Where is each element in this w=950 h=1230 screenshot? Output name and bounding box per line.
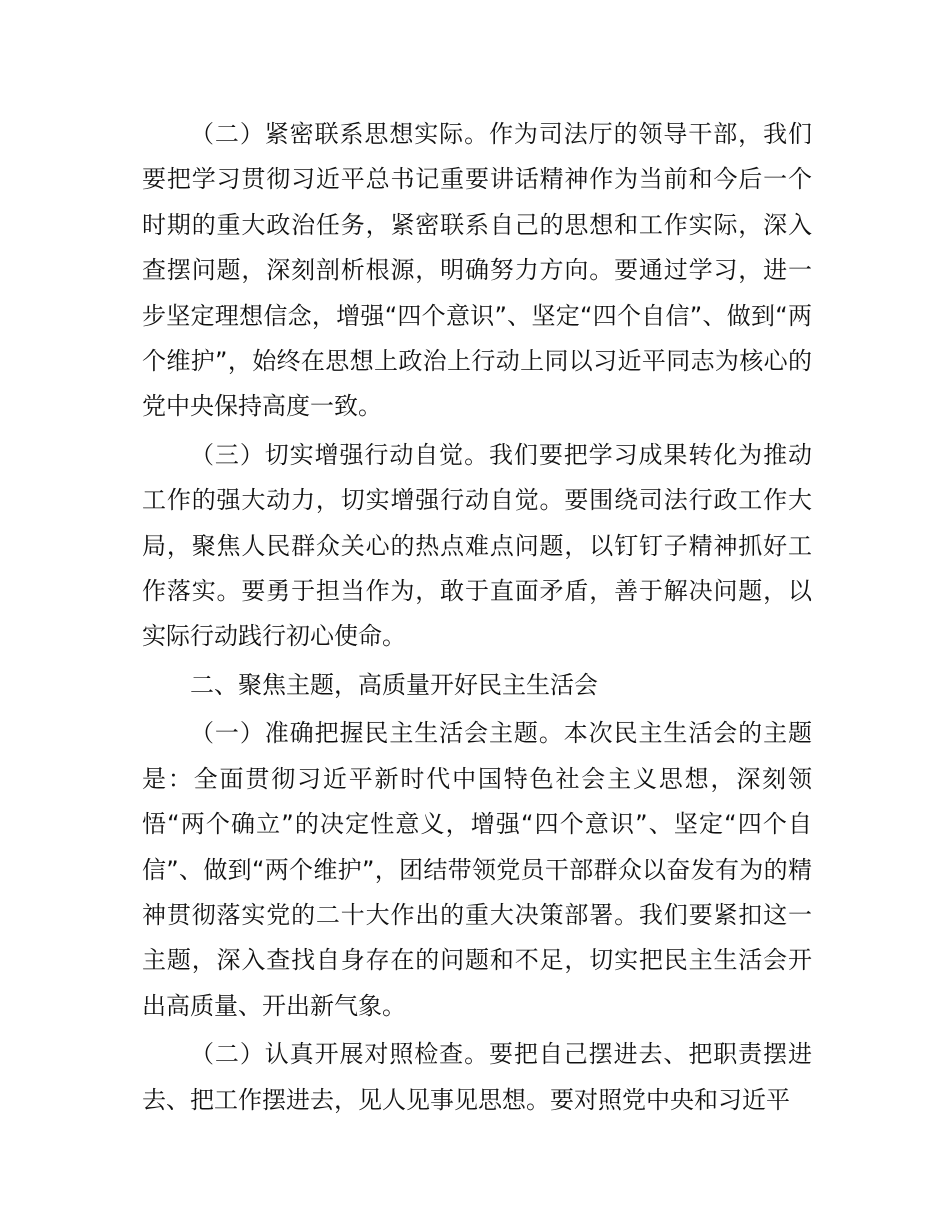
paragraph-1: （二）紧密联系思想实际。作为司法厅的领导干部，我们要把学习贯彻习近平总书记重要讲话精神作为当前和今后一个时期的重大政治任务，紧密联系自己的思想和工作实际，深入查摆问题，深刻剖析根源，明确努力方向。要通过学习，进一步坚定理想信念，增强“四个意识”、坚定“四个自信”、做到“两个维护”，始终在思想上政治上行动上同以习近平同志为核心的党中央保持高度一致。 — [142, 120, 812, 421]
paragraph-4: （二）认真开展对照检查。要把自己摆进去、把职责摆进去、把工作摆进去，见人见事见思想。要对照党中央和习近平 — [142, 1040, 812, 1114]
section-heading: 二、聚焦主题，高质量开好民主生活会 — [190, 670, 598, 699]
paragraph-3: （一）准确把握民主生活会主题。本次民主生活会的主题是：全面贯彻习近平新时代中国特色社会主义思想，深刻领悟“两个确立”的决定性意义，增强“四个意识”、坚定“四个自信”、做到“两个维护”，团结带领党员干部群众以奋发有为的精神贯彻落实党的二十大作出的重大决策部署。我们要紧扣这一主题，深入查找自身存在的问题和不足，切实把民主生活会开出高质量、开出新气象。 — [142, 719, 812, 1020]
document-body — [142, 112, 812, 1123]
paragraph-2: （三）切实增强行动自觉。我们要把学习成果转化为推动工作的强大动力，切实增强行动自觉。要围绕司法行政工作大局，聚焦人民群众关心的热点难点问题，以钉钉子精神抓好工作落实。要勇于担当作为，敢于直面矛盾，善于解决问题，以实际行动践行初心使命。 — [142, 440, 812, 651]
